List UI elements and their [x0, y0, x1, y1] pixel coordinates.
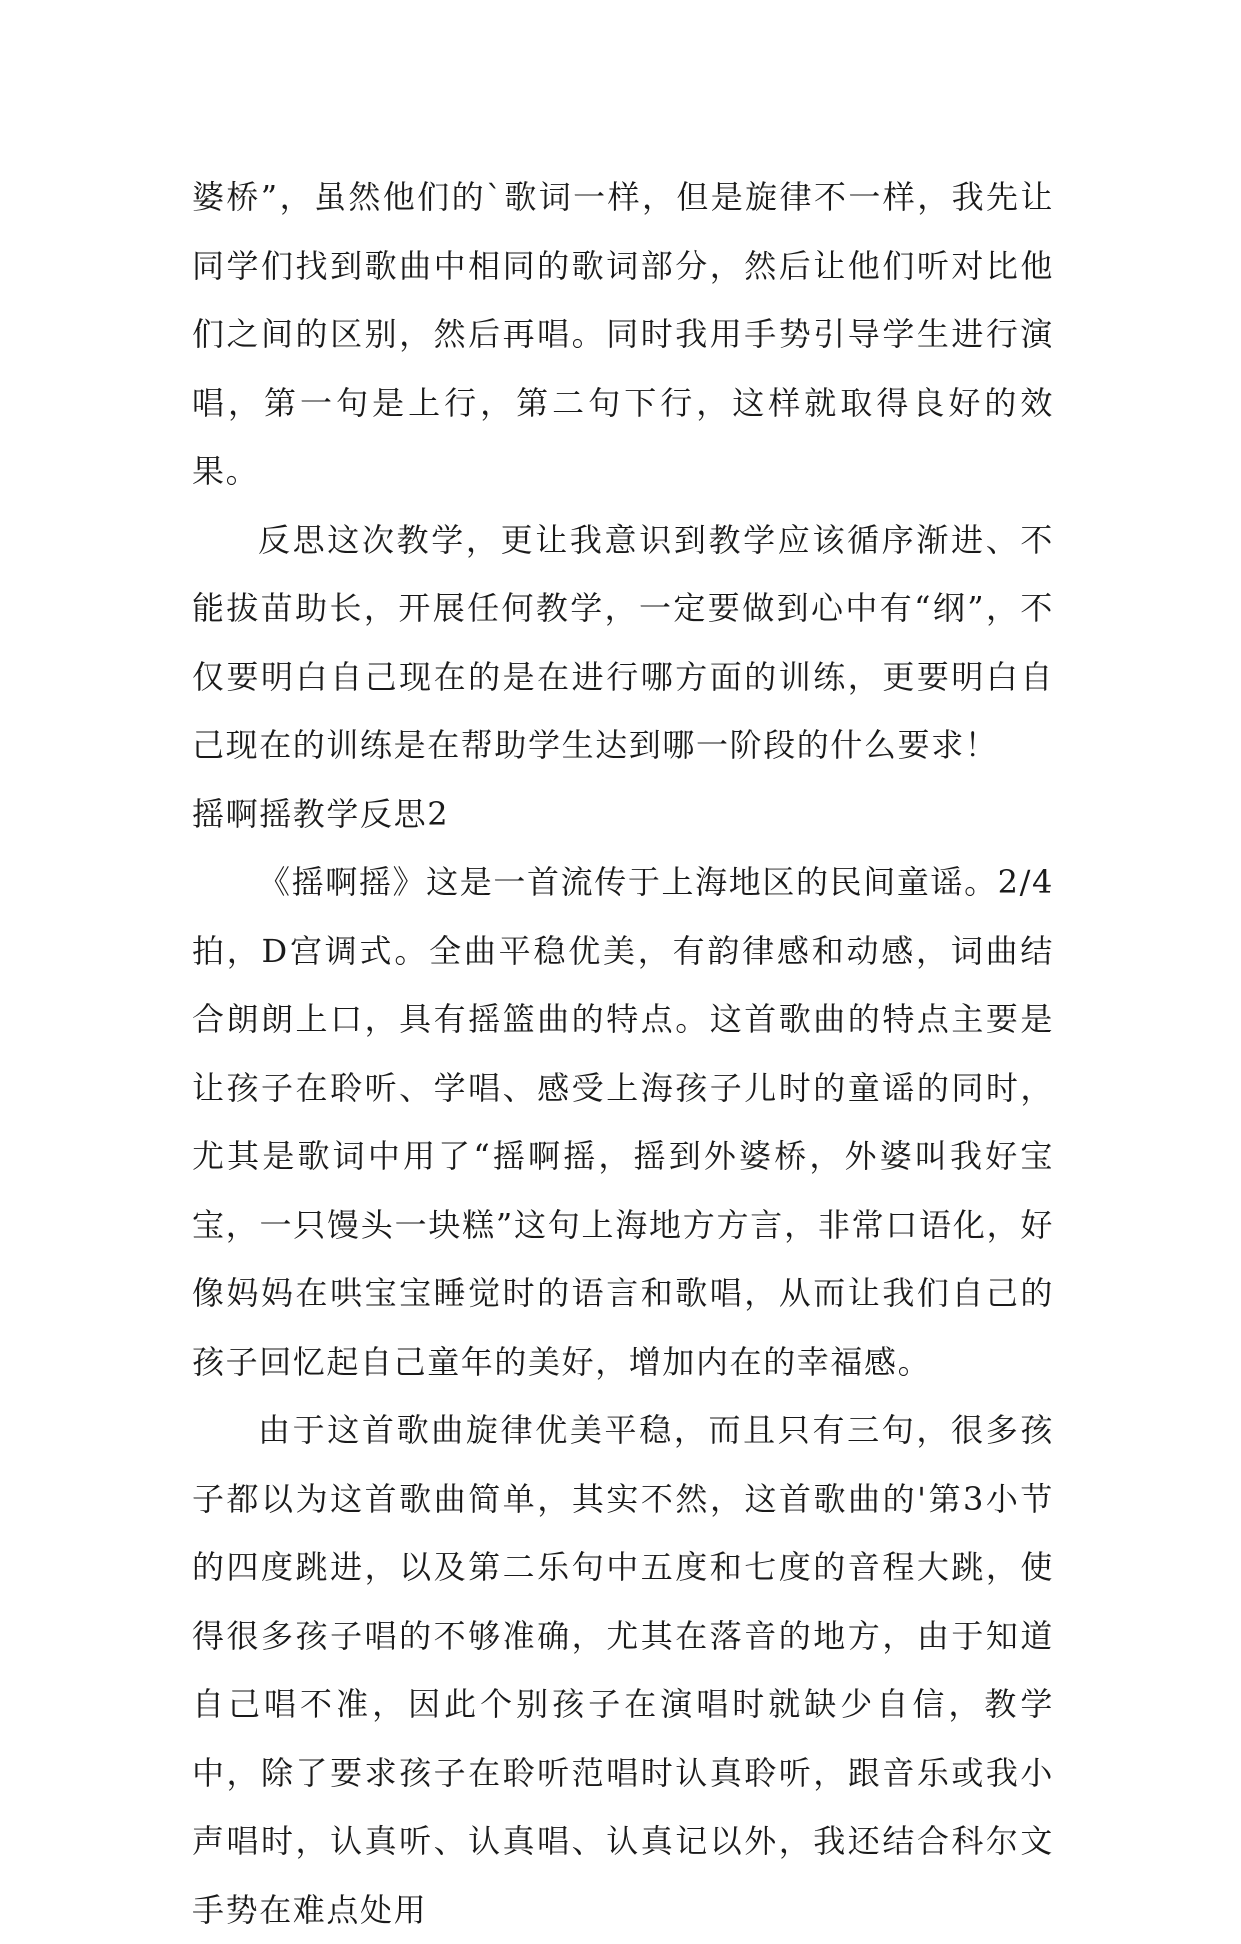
section-title: 摇啊摇教学反思2 — [192, 794, 450, 833]
paragraph-song-teaching: 由于这首歌曲旋律优美平稳，而且只有三句，很多孩子都以为这首歌曲简单，其实不然，这首歌曲的'第3小节的四度跳进，以及第二乐句中五度和七度的音程大跳，使得很多孩子唱的不够准确，尤其在落音的地方，由于知道自己唱不准，因此个别孩子在演唱时就缺少自信，教学中，除了要求孩子在聆听范唱时认真聆听，跟音乐或我小声唱时，认真听、认真唱、认真记以外，我还结合科尔文手势在难点处用 — [192, 1411, 1054, 1929]
paragraph-song-intro: 《摇啊摇》这是一首流传于上海地区的民间童谣。2/4拍，D宫调式。全曲平稳优美，有韵律感和动感，词曲结合朗朗上口，具有摇篮曲的特点。这首歌曲的特点主要是让孩子在聆听、学唱、感受上海孩子儿时的童谣的同时，尤其是歌词中用了“摇啊摇，摇到外婆桥，外婆叫我好宝宝，一只馒头一块糕”这句上海地方方言，非常口语化，好像妈妈在哄宝宝睡觉时的语言和歌唱，从而让我们自己的孩子回忆起自己童年的美好，增加内在的幸福感。 — [192, 863, 1054, 1381]
paragraph-reflection: 反思这次教学，更让我意识到教学应该循序渐进、不能拔苗助长，开展任何教学，一定要做到心中有“纲”，不仅要明白自己现在的是在进行哪方面的训练，更要明白自己现在的训练是在帮助学生达到哪一阶段的什么要求！ — [192, 520, 1054, 764]
document-body — [192, 163, 1054, 1944]
paragraph-continued: 婆桥”，虽然他们的`歌词一样，但是旋律不一样，我先让同学们找到歌曲中相同的歌词部分，然后让他们听对比他们之间的区别，然后再唱。同时我用手势引导学生进行演唱，第一句是上行，第二句下行，这样就取得良好的效果。 — [192, 178, 1054, 490]
